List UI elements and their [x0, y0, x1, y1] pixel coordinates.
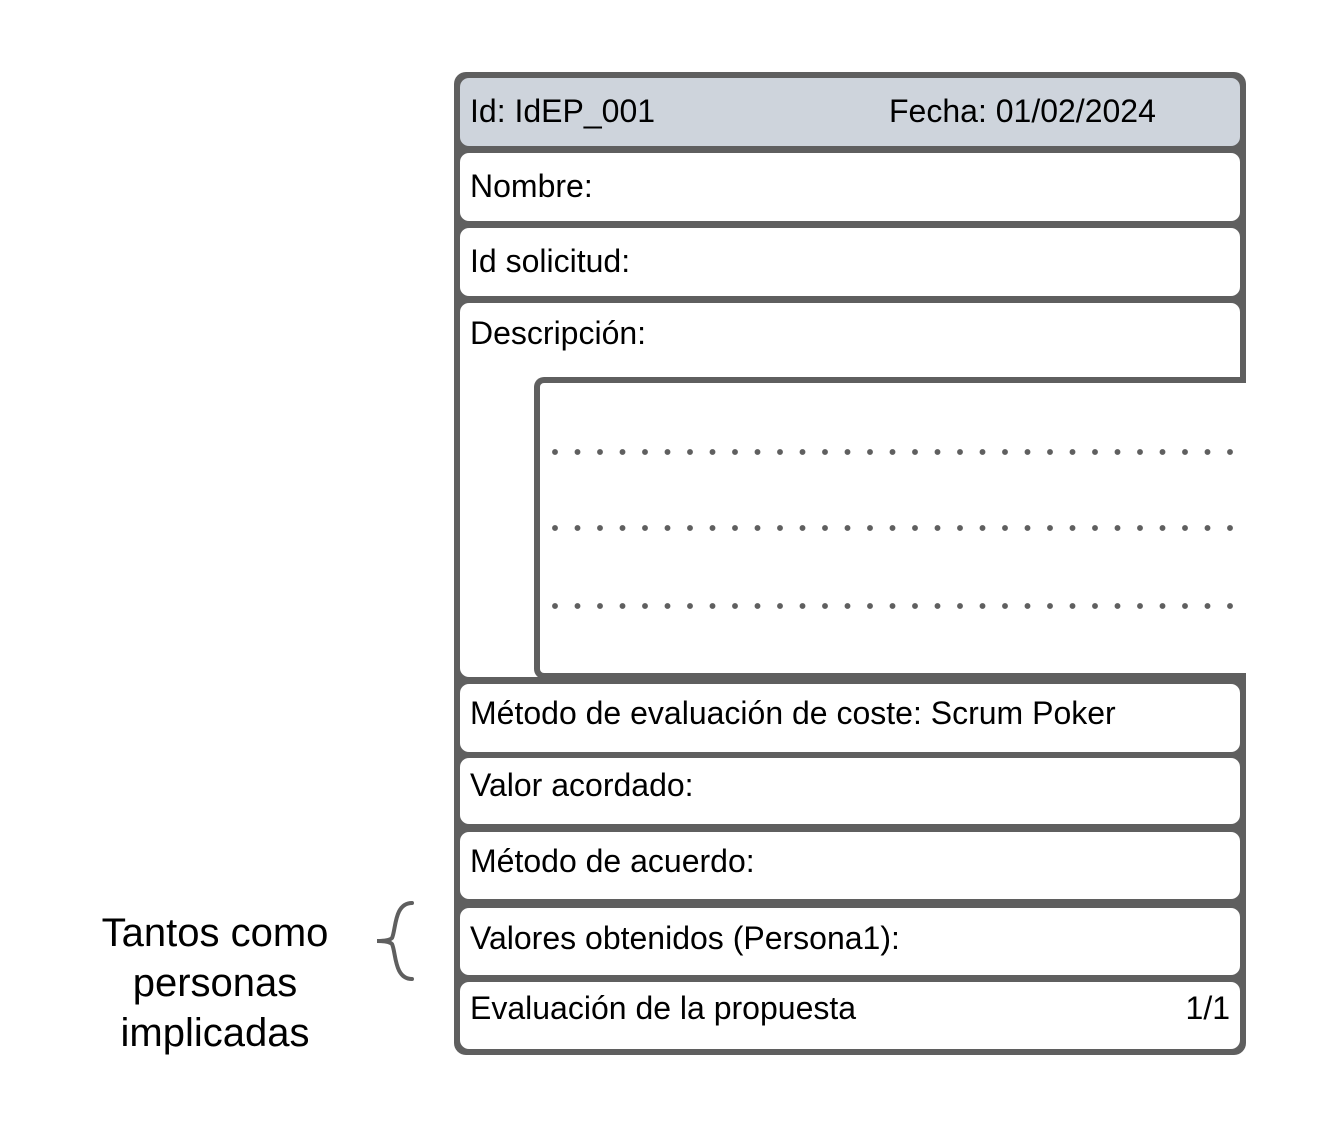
id-label: Id: IdEP_001	[470, 93, 656, 129]
id-solicitud-field	[460, 228, 1240, 296]
annotation-line: personas	[132, 961, 298, 1005]
annotation-line: implicadas	[120, 1011, 310, 1055]
date-label: Fecha: 01/02/2024	[889, 93, 1156, 129]
annotation-line: Tantos como	[101, 911, 329, 955]
valores-obtenidos-field	[460, 908, 1240, 975]
nombre-label: Nombre:	[470, 168, 593, 204]
descripcion-label: Descripción:	[470, 315, 647, 351]
metodo-acuerdo-field	[460, 832, 1240, 899]
descripcion-section	[460, 303, 1240, 677]
dotted-line	[552, 525, 1246, 531]
page-indicator: 1/1	[1185, 990, 1230, 1026]
descripcion-text-area	[534, 377, 1246, 679]
footer-title: Evaluación de la propuesta	[470, 990, 857, 1026]
curly-brace-icon	[372, 900, 418, 982]
valor-acordado-field	[460, 758, 1240, 824]
metodo-evaluacion-field	[460, 684, 1240, 752]
dotted-line	[552, 449, 1246, 455]
dotted-line	[552, 603, 1246, 609]
valor-acordado-label: Valor acordado:	[470, 767, 694, 803]
card-header	[460, 78, 1240, 146]
nombre-field	[460, 153, 1240, 221]
metodo-evaluacion-label: Método de evaluación de coste: Scrum Poker	[470, 695, 1116, 731]
evaluation-card	[454, 72, 1246, 1055]
side-annotation	[60, 908, 370, 1058]
valores-obtenidos-label: Valores obtenidos (Persona1):	[470, 920, 900, 956]
metodo-acuerdo-label: Método de acuerdo:	[470, 843, 755, 879]
id-solicitud-label: Id solicitud:	[470, 243, 631, 279]
card-footer	[460, 982, 1240, 1049]
